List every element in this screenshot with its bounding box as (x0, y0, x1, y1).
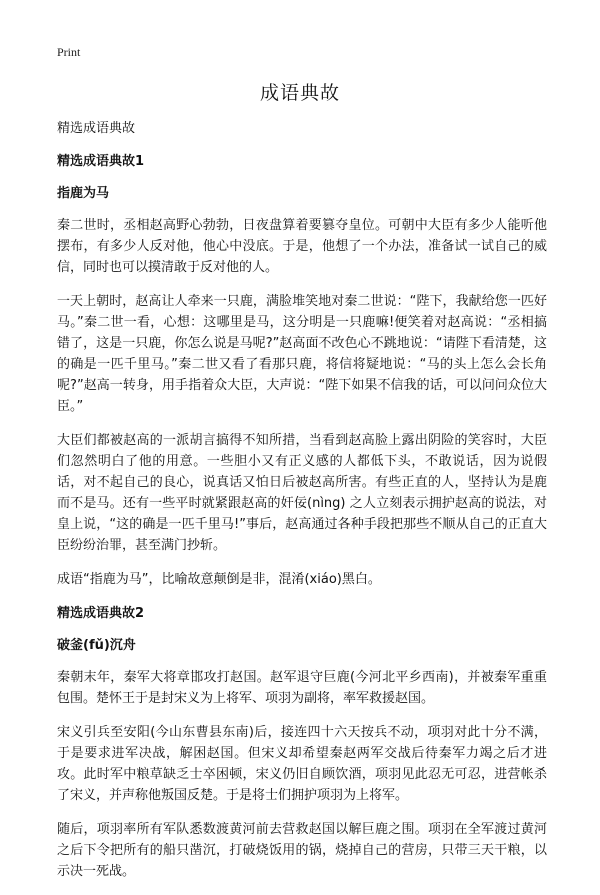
paragraph: 宋义引兵至安阳(今山东曹县东南)后，接连四十六天按兵不动，项羽对此十分不满，于是要求进军决战，解困赵国。但宋义却希望秦赵两军交战后待秦军力竭之后才进攻。此时军中粮草缺乏士卒困顿，宋义仍旧自顾饮酒，项羽见此忍无可忍，进营帐杀了宋义，并声称他叛国反楚。于是将士们拥护项羽为上将军。 (57, 725, 547, 803)
paragraph: 一天上朝时，赵高让人牵来一只鹿，满脸堆笑地对秦二世说：“陛下，我献给您一匹好马。”秦二世一看，心想：这哪里是马，这分明是一只鹿嘛!便笑着对赵高说：“丞相搞错了，这是一只鹿，你怎么说是马呢?”赵高面不改色心不跳地说：“请陛下看清楚，这的确是一匹千里马。”秦二世又看了看那只鹿，将信将疑地说：“马的头上怎么会长角呢?”赵高一转身，用手指着众大臣，大声说：“陛下如果不信我的话，可以问问众位大臣。” (57, 294, 547, 414)
section-heading-2: 精选成语典故2 (57, 606, 145, 621)
paragraph: 秦朝末年，秦军大将章邯攻打赵国。赵军退守巨鹿(今河北平乡西南)，并被秦军重重包围。楚怀王于是封宋义为上将军、项羽为副将，率军救援赵国。 (57, 670, 547, 706)
paragraph: 成语“指鹿为马”，比喻故意颠倒是非，混淆(xiáo)黑白。 (57, 572, 381, 587)
paragraph: 随后，项羽率所有军队悉数渡黄河前去营救赵国以解巨鹿之围。项羽在全军渡过黄河之后下令把所有的船只凿沉，打破烧饭用的锅，烧掉自己的营房，只带三天干粮，以示决一死战。 (57, 822, 547, 879)
idiom-title-2: 破釜(fǔ)沉舟 (57, 638, 136, 653)
paragraph: 秦二世时，丞相赵高野心勃勃，日夜盘算着要篡夺皇位。可朝中大臣有多少人能听他摆布，有多少人反对他，他心中没底。于是，他想了一个办法，准备试一试自己的威信，同时也可以摸清敢于反对他的人。 (57, 218, 547, 275)
idiom-title-1: 指鹿为马 (57, 186, 110, 201)
print-link[interactable]: Print (57, 45, 81, 59)
document-subtitle: 精选成语典故 (57, 121, 136, 136)
page-title: 成语典故 (259, 82, 340, 104)
paragraph: 大臣们都被赵高的一派胡言搞得不知所措，当看到赵高脸上露出阴险的笑容时，大臣们忽然明白了他的用意。一些胆小又有正义感的人都低下头，不敢说话，因为说假话，对不起自己的良心，说真话又怕日后被赵高所害。有些正直的人，坚持认为是鹿而不是马。还有一些平时就紧跟赵高的奸佞(nìng) 之人立刻表示拥护赵高的说法，对皇上说，“这的确是一匹千里马!”事后，赵高通过各种手段把那些不顺从自己的正直大臣纷纷治罪，甚至满门抄斩。 (57, 433, 547, 553)
article-body (57, 118, 547, 895)
section-heading-1: 精选成语典故1 (57, 154, 145, 169)
